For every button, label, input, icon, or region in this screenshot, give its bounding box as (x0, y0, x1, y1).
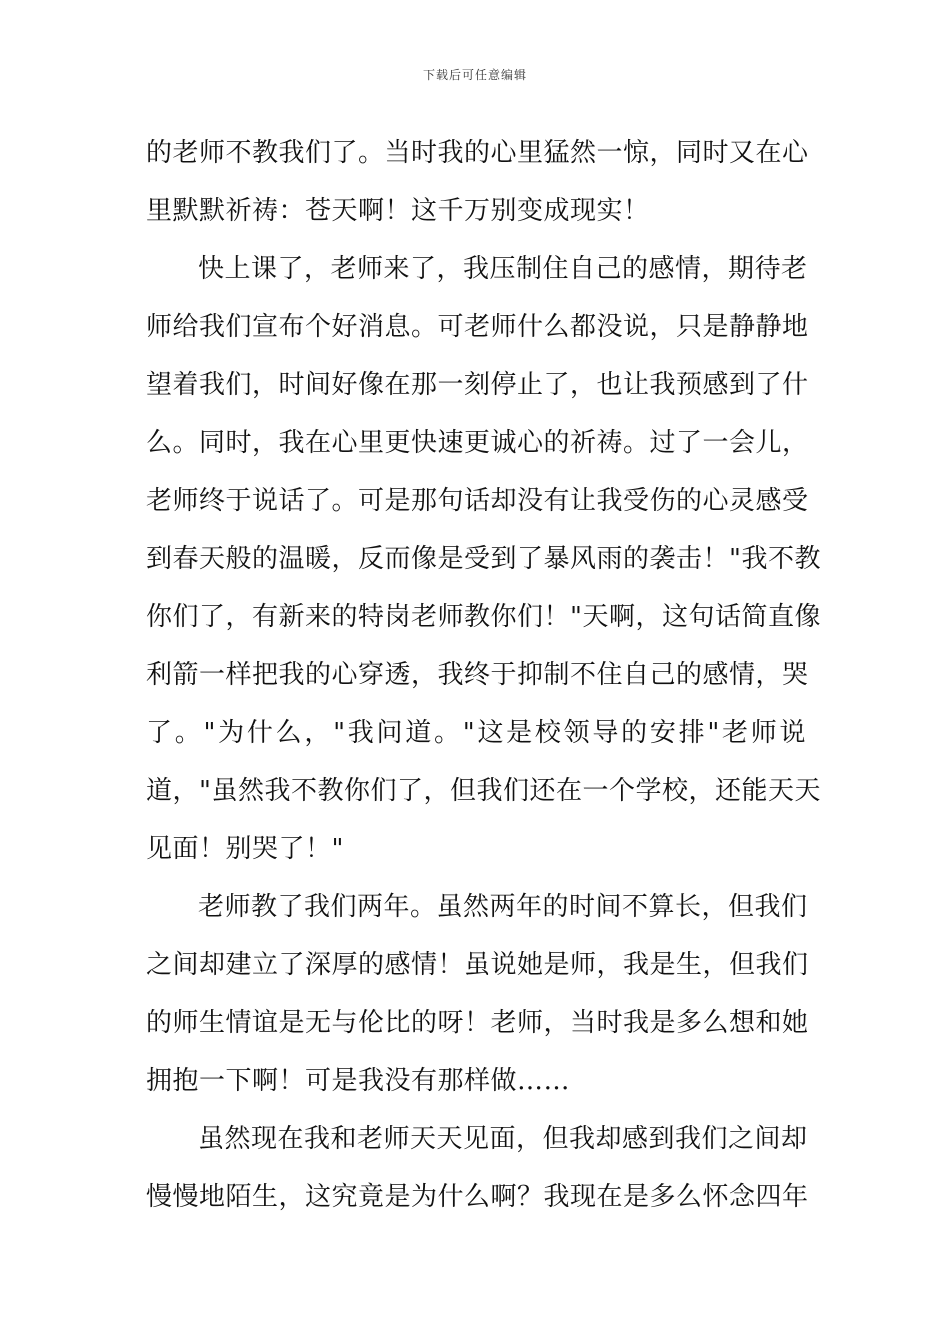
text-line: 到春天般的温暖，反而像是受到了暴风雨的袭击！"我不教 (146, 544, 821, 574)
text-line: 慢慢地陌生，这究竟是为什么啊？我现在是多么怀念四年 (146, 1182, 809, 1212)
page-header: 下载后可任意编辑 (422, 68, 527, 82)
text-line: 老师教了我们两年。虽然两年的时间不算长，但我们 (198, 892, 808, 922)
document-body (146, 124, 821, 1226)
text-line: 虽然现在我和老师天天见面，但我却感到我们之间却 (198, 1124, 808, 1154)
text-line: 了。"为什么，"我问道。"这是校领导的安排"老师说 (146, 718, 806, 748)
text-line: 之间却建立了深厚的感情！虽说她是师，我是生，但我们 (146, 950, 809, 980)
text-line: 的老师不教我们了。当时我的心里猛然一惊，同时又在心 (146, 138, 809, 168)
text-line: 师给我们宣布个好消息。可老师什么都没说，只是静静地 (146, 312, 809, 342)
text-line: 快上课了，老师来了，我压制住自己的感情，期待老 (198, 254, 808, 284)
text-line: 里默默祈祷：苍天啊！这千万别变成现实！ (146, 196, 650, 226)
text-line: 见面！别哭了！" (146, 834, 344, 864)
text-line: 的师生情谊是无与伦比的呀！老师，当时我是多么想和她 (146, 1008, 809, 1038)
text-line: 老师终于说话了。可是那句话却没有让我受伤的心灵感受 (146, 486, 809, 516)
text-line: 么。同时，我在心里更快速更诚心的祈祷。过了一会儿， (146, 428, 809, 458)
text-line: 道，"虽然我不教你们了，但我们还在一个学校，还能天天 (146, 776, 821, 806)
text-line: 你们了，有新来的特岗老师教你们！"天啊，这句话简直像 (146, 602, 821, 632)
text-line: 拥抱一下啊！可是我没有那样做…… (146, 1066, 571, 1096)
text-line: 望着我们，时间好像在那一刻停止了，也让我预感到了什 (146, 370, 809, 400)
text-line: 利箭一样把我的心穿透，我终于抑制不住自己的感情，哭 (146, 660, 809, 690)
